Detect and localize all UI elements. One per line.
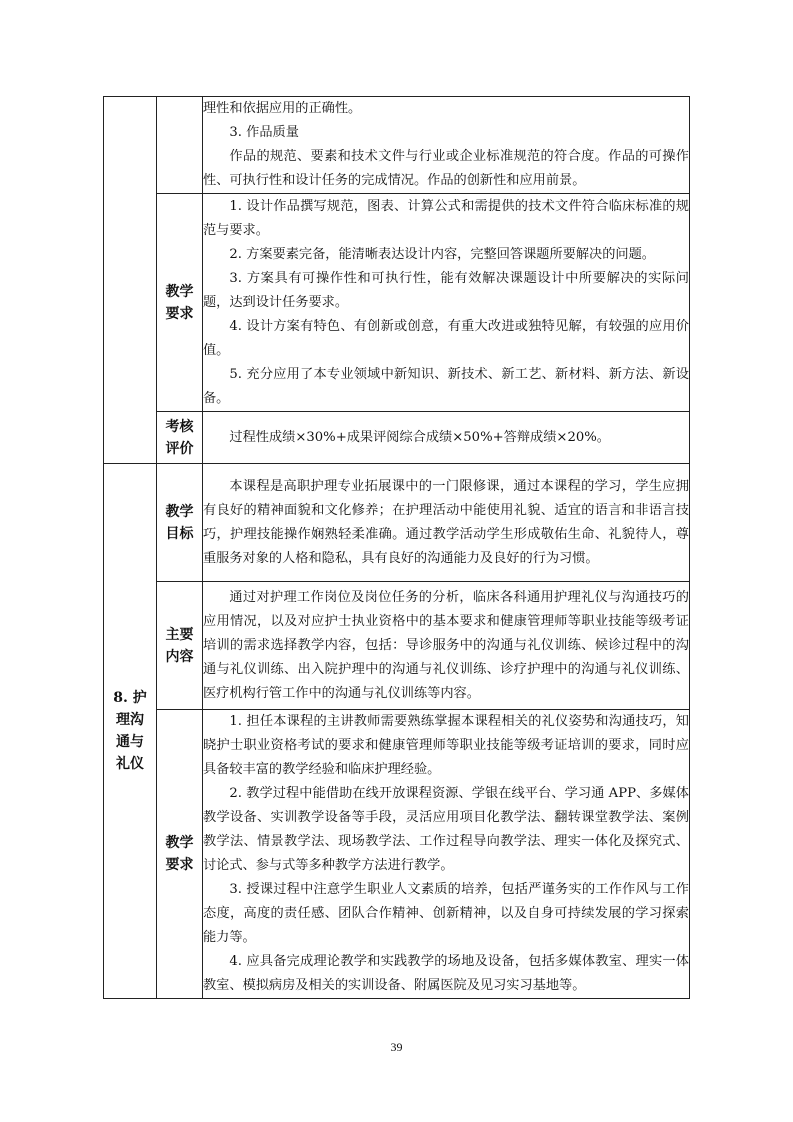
content-line: 作品的规范、要素和技术文件与行业或企业标准规范的符合度。作品的可操作性、可执行性和设计任务的完成情况。作品的创新性和应用前景。 xyxy=(203,149,689,188)
assessment-content xyxy=(203,412,690,464)
list-item: 3. 授课过程中注意学生职业人文素质的培养，包括严谨务实的工作作风与工作态度，高度的责任感、团队合作精神、创新精神，以及自身可持续发展的学习探索能力等。 xyxy=(203,882,689,945)
list-item: 1. 设计作品撰写规范，图表、计算公式和需提供的技术文件符合临床标准的规范与要求。 xyxy=(203,198,689,238)
list-item: 4. 设计方案有特色、有创新或创意，有重大改进或独特见解，有较强的应用价值。 xyxy=(203,318,689,358)
content-line: 理性和依据应用的正确性。 xyxy=(203,101,362,116)
teaching-requirements-content-2 xyxy=(203,710,690,999)
list-item: 4. 应具备完成理论教学和实践教学的场地及设备，包括多媒体教室、理实一体教室、模拟病房及相关的实训设备、附属医院及见习实习基地等。 xyxy=(203,954,689,993)
goal-text: 本课程是高职护理专业拓展课中的一门限修课，通过本课程的学习，学生应拥有良好的精神面貌和文化修养；在护理活动中能使用礼貌、适宜的语言和非语言技巧，护理技能操作娴熟轻柔准确。通过教学活动学生形成敬佑生命、礼貌待人，尊重服务对象的人格和隐私，具有良好的沟通能力及良好的行为习惯。 xyxy=(203,478,689,566)
main-content-label: 主要 内容 xyxy=(157,582,203,710)
main-content-text: 通过对护理工作岗位及岗位任务的分析，临床各科通用护理礼仪与沟通技巧的应用情况，以及对应护士执业资格中的基本要求和健康管理师等职业技能等级考证培训的需求选择教学内容，包括：导诊服务中的沟通与礼仪训练、候诊过程中的沟通与礼仪训练、出入院护理中的沟通与礼仪训练、诊疗护理中的沟通与礼仪训练、医疗机构行管工作中的沟通与礼仪训练等内容。 xyxy=(203,589,689,701)
teaching-goal-content xyxy=(203,464,690,582)
assessment-text: 过程性成绩×30%+成果评阅综合成绩×50%+答辩成绩×20%。 xyxy=(229,429,610,445)
curriculum-table xyxy=(103,96,690,999)
table-row xyxy=(104,412,690,464)
list-item: 1. 担任本课程的主讲教师需要熟练掌握本课程相关的礼仪姿势和沟通技巧，知晓护士职业资格考试的要求和健康管理师等职业技能等级考证培训的要求，同时应具备较丰富的教学经验和临床护理经验。 xyxy=(203,714,689,777)
course-title-cell: 8. 护 理沟 通与 礼仪 xyxy=(104,464,157,999)
quality-content-cell xyxy=(203,97,690,194)
course-title-cell-continued xyxy=(104,97,157,464)
list-item: 5. 充分应用了本专业领域中新知识、新技术、新工艺、新材料、新方法、新设备。 xyxy=(203,366,689,406)
table-row xyxy=(104,710,690,999)
list-item: 3. 方案具有可操作性和可执行性，能有效解决课题设计中所要解决的实际问题，达到设计任务要求。 xyxy=(203,270,689,310)
teaching-requirements-content xyxy=(203,194,690,412)
assessment-label: 考核 评价 xyxy=(157,412,203,464)
table-row xyxy=(104,194,690,412)
page-number: 39 xyxy=(390,1040,403,1054)
list-item: 2. 方案要素完备，能清晰表达设计内容，完整回答课题所要解决的问题。 xyxy=(229,246,655,262)
main-content-text-cell xyxy=(203,582,690,710)
table-row xyxy=(104,582,690,710)
table-row xyxy=(104,464,690,582)
teaching-requirements-label-2: 教学 要求 xyxy=(157,710,203,999)
content-line: 3. 作品质量 xyxy=(229,125,299,140)
list-item: 2. 教学过程中能借助在线开放课程资源、学银在线平台、学习通 APP、多媒体教学设备、实训教学设备等手段，灵活应用项目化教学法、翻转课堂教学法、案例教学法、情景教学法、现场教学法、工作过程导向教学法、理实一体化及探究式、讨论式、参与式等多种教学方法进行教学。 xyxy=(203,786,689,873)
teaching-requirements-label: 教学 要求 xyxy=(157,194,203,412)
teaching-goal-label: 教学 目标 xyxy=(157,464,203,582)
table-row xyxy=(104,97,690,194)
sub-label-cell-empty xyxy=(157,97,203,194)
